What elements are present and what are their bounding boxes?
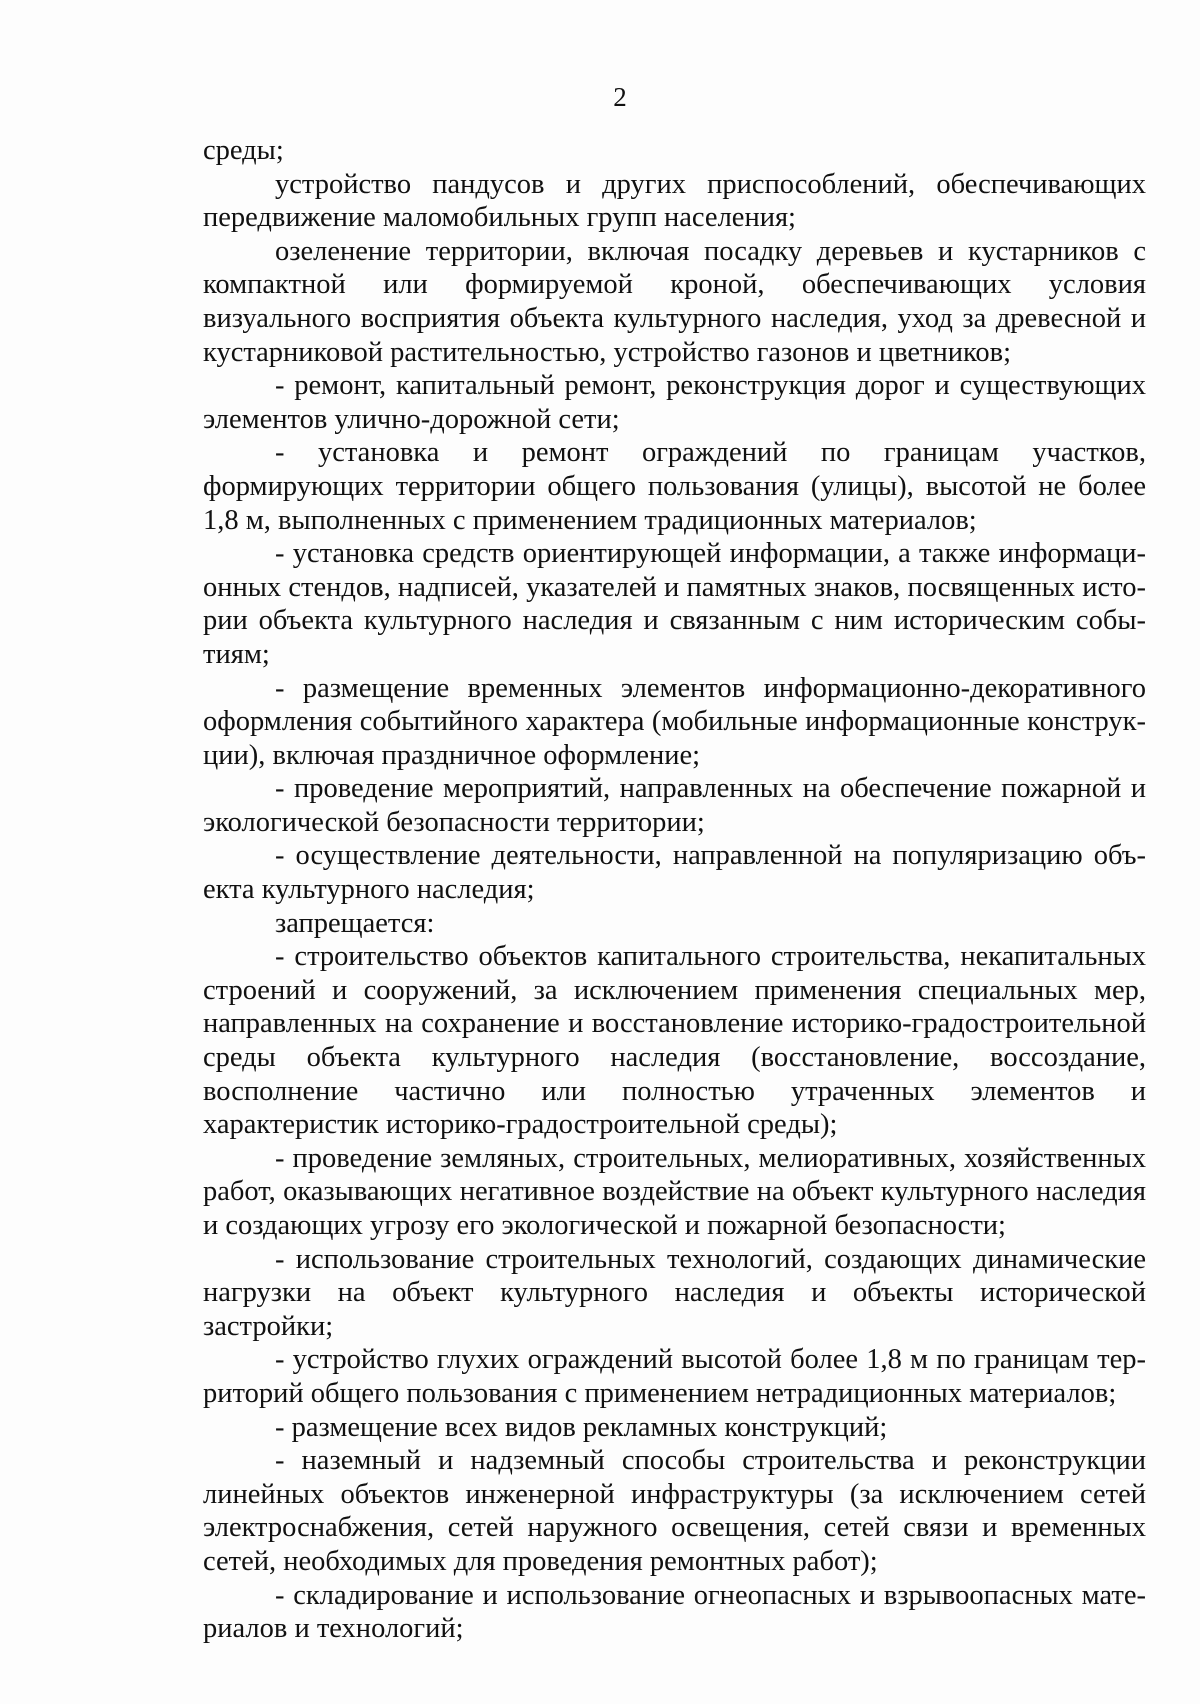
paragraph-earthworks-ban: - проведение земляных, строительных, мелиоративных, хозяйственных работ, оказывающих негативное воздействие на объект культурного наследия и создающих угрозу его экологической и пожарной безопасности; [203, 1142, 1146, 1241]
paragraph-advertising-ban: - размещение всех видов рекламных конструкций; [275, 1411, 888, 1443]
paragraph-popularization: - осуществление деятельности, направленной на популяризацию объекта культурного наследия; [203, 840, 1146, 906]
paragraph-temporary-decor: - размещение временных элементов информационно-декоративного оформления событийного характера (мобильные информационные конструкции), включая праздничное оформление; [203, 672, 1146, 771]
paragraph-information-stands: - установка средств ориентирующей информации, а также информационных стендов, надписей, указателей и памятных знаков, посвященных истории объекта культурного наследия и связанным с ним историческим событиям; [203, 538, 1146, 670]
paragraph-ramps: устройство пандусов и других приспособлений, обеспечивающих передвижение маломобильных групп населения; [203, 168, 1146, 234]
paragraph-dynamic-loads-ban: - использование строительных технологий, создающих динамические нагрузки на объект культурного наследия и объекты исторической застройки; [203, 1243, 1146, 1342]
paragraph-fences: - установка и ремонт ограждений по границам участков, формирующих территории общего пользования (улицы), высотой не более 1,8 м, выполненных с применением традиционных материалов; [203, 437, 1146, 536]
paragraph-construction-ban: - строительство объектов капитального строительства, некапитальных строений и сооружений, за исключением применения специальных мер, направленных на сохранение и восстановление историко-градостроительной среды объекта культурного наследия (восстановление, воссоздание, восполнение частично или полностью утраченных элементов и характеристик историко-градостроительной среды); [203, 941, 1146, 1141]
paragraph-solid-fences-ban: - устройство глухих ограждений высотой более 1,8 м по границам территорий общего пользования с применением нетрадиционных материалов; [203, 1344, 1146, 1409]
document-body [203, 134, 1146, 1646]
paragraph-landscaping: озеленение территории, включая посадку деревьев и кустарников с компактной или формируемой кроной, обеспечивающих условия визуального восприятия объекта культурного наследия, уход за древесной и кустарниковой растительностью, устройство газонов и цветников; [203, 235, 1146, 368]
paragraph-fire-safety: - проведение мероприятий, направленных на обеспечение пожарной и экологической безопасности территории; [203, 773, 1146, 838]
paragraph-linear-objects-ban: - наземный и надземный способы строительства и реконструкции линейных объектов инженерной инфраструктуры (за исключением сетей электроснабжения, сетей наружного освещения, сетей связи и временных сетей, необходимых для проведения ремонтных работ); [203, 1445, 1146, 1577]
paragraph-continuation: среды; [203, 135, 284, 166]
paragraph-hazardous-materials-ban: - складирование и использование огнеопасных и взрывоопасных материалов и технологий; [203, 1579, 1146, 1645]
paragraph-road-repair: - ремонт, капитальный ремонт, реконструкция дорог и существующих элементов улично-дорожной сети; [203, 370, 1146, 435]
page-number: 2 [613, 82, 627, 112]
paragraph-prohibited-heading: запрещается: [275, 907, 435, 939]
